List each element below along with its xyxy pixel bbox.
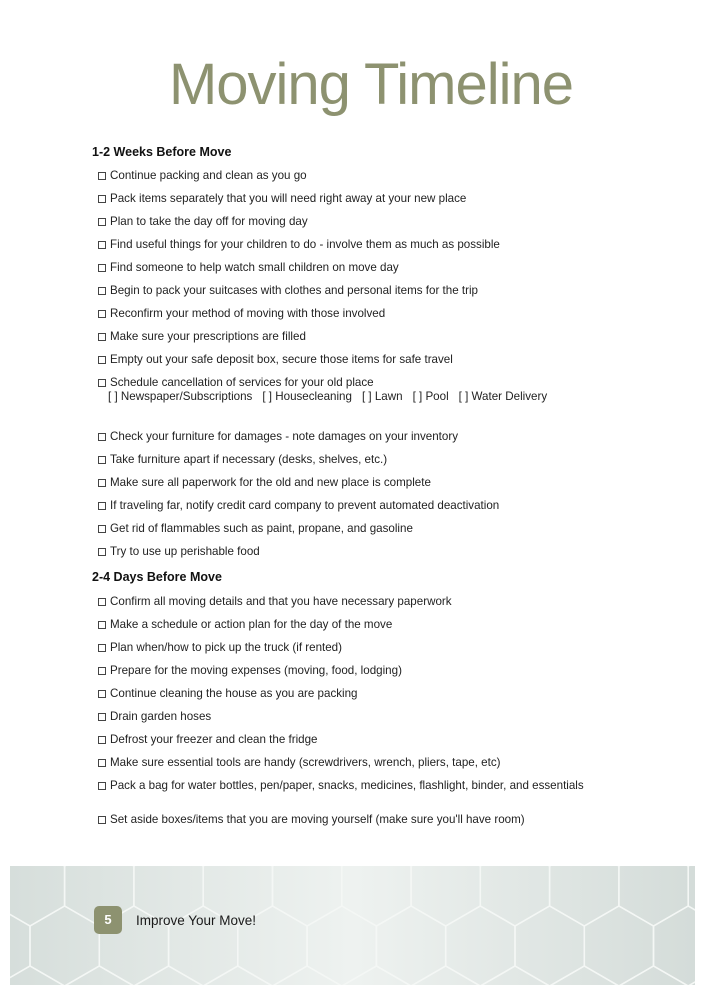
service-options: [108, 391, 557, 403]
hexagon-shape: [10, 866, 65, 926]
checklist-item[interactable]: [92, 500, 652, 512]
checkbox-icon[interactable]: [98, 456, 106, 464]
hexagon-shape: [65, 966, 134, 985]
hexagon-shape: [273, 966, 342, 985]
checklist-item[interactable]: [92, 814, 652, 826]
hexagon-shape: [273, 866, 342, 926]
checklist-item[interactable]: [92, 619, 652, 631]
checklist-item-text: Make sure all paperwork for the old and new place is complete: [110, 476, 431, 489]
hexagon-shape: [10, 906, 30, 985]
checkbox-icon[interactable]: [98, 479, 106, 487]
checkbox-icon[interactable]: [98, 621, 106, 629]
checklist-item[interactable]: [92, 734, 652, 746]
checkbox-icon[interactable]: [98, 433, 106, 441]
checkbox-icon[interactable]: [98, 816, 106, 824]
checklist-item-text: Plan when/how to pick up the truck (if rented): [110, 641, 342, 654]
checklist-item[interactable]: [92, 262, 652, 274]
checkbox-icon[interactable]: [98, 195, 106, 203]
checklist-item-text: Schedule cancellation of services for your old place: [110, 376, 374, 389]
checkbox-icon[interactable]: [98, 172, 106, 180]
checkbox-icon[interactable]: [98, 525, 106, 533]
checklist-item-text: Prepare for the moving expenses (moving, food, lodging): [110, 664, 402, 677]
hexagon-shape: [550, 966, 619, 985]
checklist-item-text: Try to use up perishable food: [110, 545, 260, 558]
checkbox-icon[interactable]: [98, 736, 106, 744]
checkbox-icon[interactable]: [98, 548, 106, 556]
checklist-item[interactable]: [92, 193, 652, 205]
hexagon-shape: [30, 906, 99, 985]
checkbox-icon[interactable]: [98, 333, 106, 341]
checkbox-icon[interactable]: [98, 782, 106, 790]
checklist-item-text: Confirm all moving details and that you have necessary paperwork: [110, 595, 452, 608]
checklist-item[interactable]: [92, 170, 652, 182]
hexagon-shape: [446, 906, 515, 985]
checklist-item[interactable]: [92, 216, 652, 228]
checkbox-icon[interactable]: [98, 379, 106, 387]
footer-tagline: Improve Your Move!: [136, 913, 257, 928]
checklist-item-text: Reconfirm your method of moving with those involved: [110, 307, 386, 320]
checklist-item-text: Continue cleaning the house as you are packing: [110, 687, 358, 700]
checkbox-icon[interactable]: [98, 690, 106, 698]
page-number-badge: 5: [94, 906, 122, 934]
hexagon-shape: [619, 866, 688, 926]
checkbox-icon[interactable]: [98, 713, 106, 721]
checklist-item[interactable]: [92, 780, 652, 792]
checklist-content: [92, 144, 652, 826]
hexagon-shape: [411, 966, 480, 985]
checklist-item-text: Drain garden hoses: [110, 710, 212, 723]
hexagon-shape: [584, 906, 653, 985]
checklist-item-text: Get rid of flammables such as paint, propane, and gasoline: [110, 522, 413, 535]
checkbox-icon[interactable]: [98, 264, 106, 272]
checklist-item[interactable]: [92, 377, 652, 403]
checklist-item[interactable]: [92, 711, 652, 723]
checkbox-icon[interactable]: [98, 644, 106, 652]
checklist-item-text: Begin to pack your suitcases with clothes and personal items for the trip: [110, 284, 478, 297]
checklist-item[interactable]: [92, 285, 652, 297]
checklist-item-text: Find someone to help watch small children on move day: [110, 261, 399, 274]
checklist-item[interactable]: [92, 523, 652, 535]
checklist-item-text: Pack items separately that you will need right away at your new place: [110, 192, 467, 205]
checklist-item[interactable]: [92, 477, 652, 489]
hexagon-shape: [688, 966, 695, 985]
checklist-item-text: Pack a bag for water bottles, pen/paper, snacks, medicines, flashlight, binder, and essentials: [110, 779, 584, 792]
checklist-item-text: Defrost your freezer and clean the fridge: [110, 733, 318, 746]
checklist-item-text: Plan to take the day off for moving day: [110, 215, 308, 228]
checklist-item[interactable]: [92, 454, 652, 466]
checkbox-icon[interactable]: [98, 502, 106, 510]
hexagon-shape: [342, 966, 411, 985]
checklist-item-text: Set aside boxes/items that you are moving yourself (make sure you'll have room): [110, 813, 525, 826]
checkbox-icon[interactable]: [98, 287, 106, 295]
checkbox-icon[interactable]: [98, 759, 106, 767]
hexagon-shape: [376, 906, 445, 985]
checklist-item[interactable]: [92, 688, 652, 700]
service-option[interactable]: [ ] Lawn: [361, 390, 403, 403]
hexagon-shape: [480, 866, 549, 926]
checkbox-icon[interactable]: [98, 310, 106, 318]
service-option[interactable]: [ ] Pool: [412, 390, 449, 403]
checkbox-icon[interactable]: [98, 218, 106, 226]
checklist-item[interactable]: [92, 239, 652, 251]
checklist-item-text: Make sure your prescriptions are filled: [110, 330, 306, 343]
hexagon-shape: [342, 866, 411, 926]
checklist-item[interactable]: [92, 642, 652, 654]
hexagon-shape: [411, 866, 480, 926]
hexagon-shape: [203, 966, 272, 985]
section-heading: 1-2 Weeks Before Move: [92, 145, 232, 159]
hexagon-shape: [515, 906, 584, 985]
service-option[interactable]: [ ] Newspaper/Subscriptions: [108, 390, 253, 403]
hexagon-shape: [654, 906, 696, 985]
checklist-item[interactable]: [92, 354, 652, 366]
checklist-item-text: Find useful things for your children to do - involve them as much as possible: [110, 238, 500, 251]
hexagon-shape: [307, 906, 376, 985]
checklist-item[interactable]: [92, 431, 652, 443]
checklist-item[interactable]: [92, 665, 652, 677]
checkbox-icon[interactable]: [98, 356, 106, 364]
hexagon-shape: [619, 966, 688, 985]
checklist-item-text: Make a schedule or action plan for the day of the move: [110, 618, 393, 631]
checklist-item-text: Make sure essential tools are handy (screwdrivers, wrench, pliers, tape, etc): [110, 756, 501, 769]
section-heading: 2-4 Days Before Move: [92, 570, 222, 584]
checkbox-icon[interactable]: [98, 667, 106, 675]
checklist-item-text: Continue packing and clean as you go: [110, 169, 307, 182]
checklist-item[interactable]: [92, 757, 652, 769]
section-1-2-weeks: [92, 144, 652, 558]
hexagon-shape: [10, 966, 65, 985]
service-option[interactable]: [ ] Housecleaning: [262, 390, 352, 403]
checklist-item-text: Check your furniture for damages - note damages on your inventory: [110, 430, 458, 443]
checkbox-icon[interactable]: [98, 598, 106, 606]
checklist-item-text: If traveling far, notify credit card company to prevent automated deactivation: [110, 499, 500, 512]
hexagon-shape: [688, 866, 695, 926]
hexagon-shape: [550, 866, 619, 926]
checklist-item[interactable]: [92, 546, 652, 558]
section-2-4-days: [92, 569, 652, 826]
footer-band: [10, 866, 695, 985]
checklist-item[interactable]: [92, 331, 652, 343]
service-option[interactable]: [ ] Water Delivery: [458, 390, 548, 403]
page-title: Moving Timeline: [168, 52, 574, 117]
checklist-item-text: Empty out your safe deposit box, secure those items for safe travel: [110, 353, 453, 366]
checklist-item-text: Take furniture apart if necessary (desks, shelves, etc.): [110, 453, 388, 466]
checklist-item[interactable]: [92, 596, 652, 608]
checkbox-icon[interactable]: [98, 241, 106, 249]
hexagon-shape: [480, 966, 549, 985]
checklist-item[interactable]: [92, 308, 652, 320]
hexagon-shape: [134, 966, 203, 985]
